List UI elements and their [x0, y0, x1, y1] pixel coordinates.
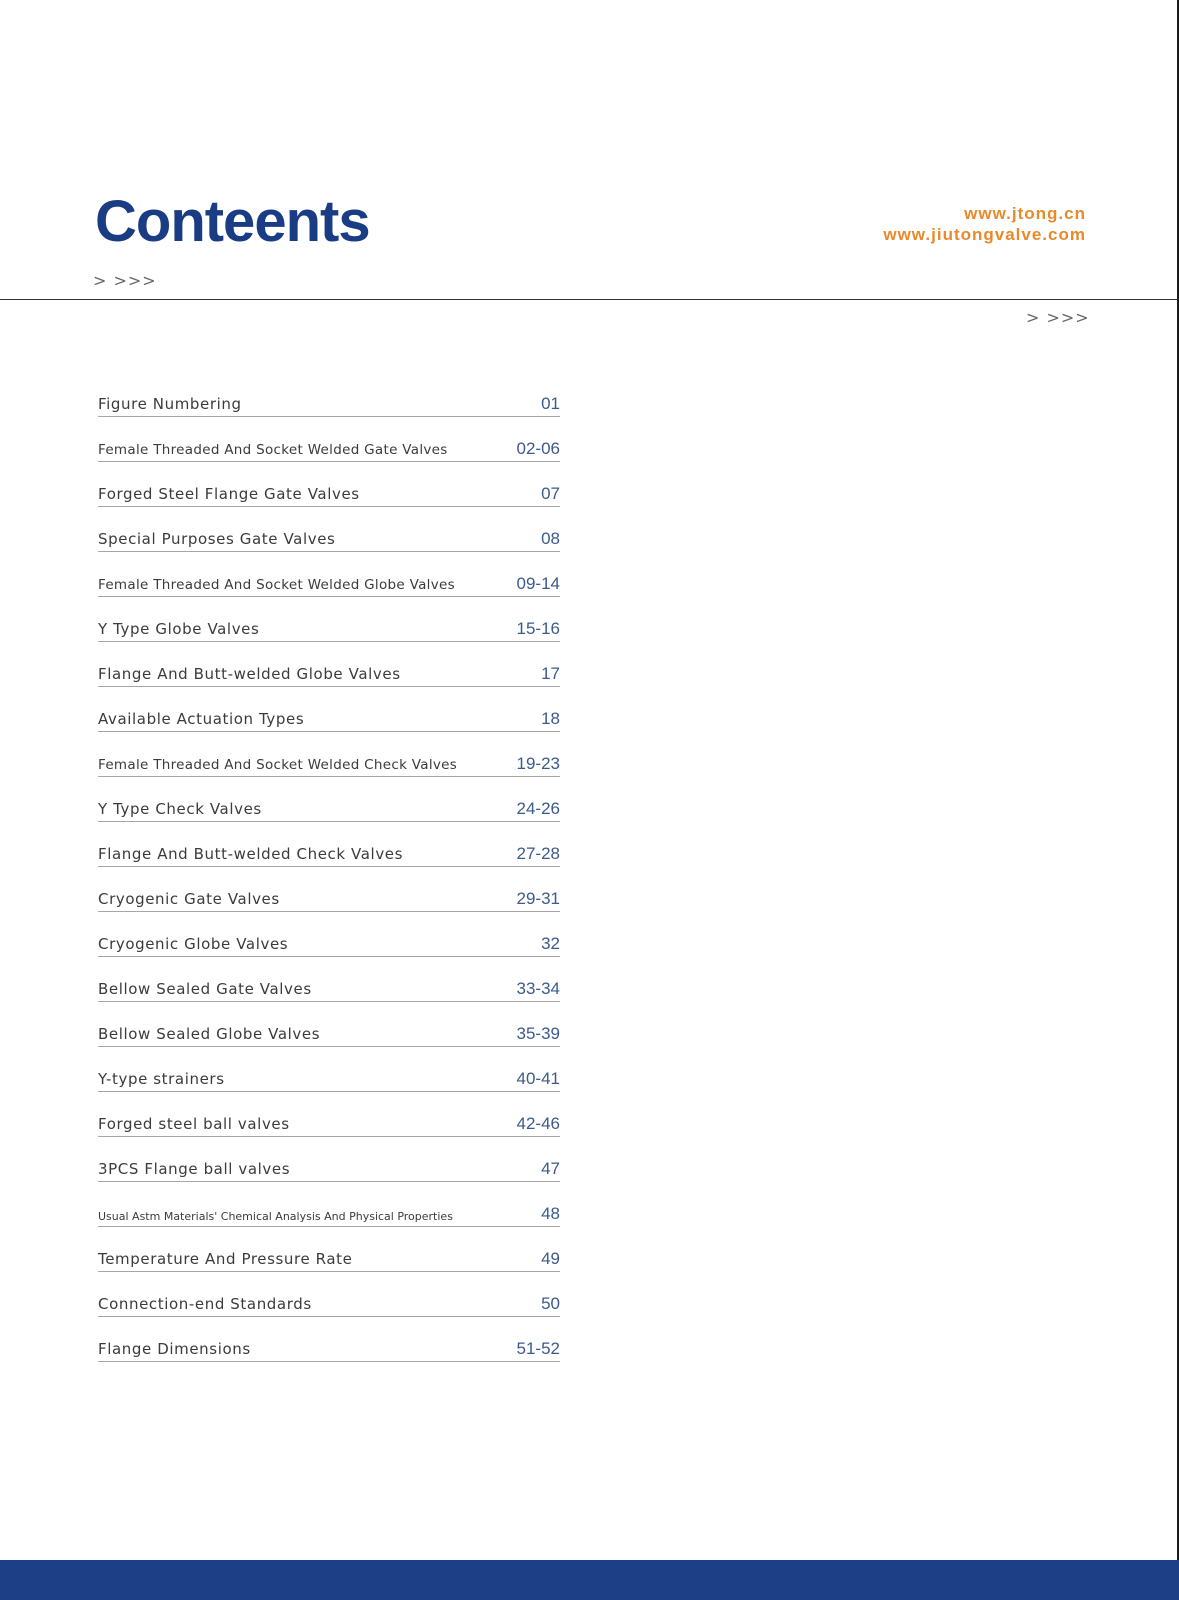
toc-row-page: 08 — [541, 529, 560, 548]
toc-row-title: Flange Dimensions — [98, 1340, 251, 1358]
toc-row-3pcs-flange-ball-valves[interactable] — [98, 1137, 560, 1182]
toc-row-cryogenic-gate-valves[interactable] — [98, 867, 560, 912]
toc-row-page: 02-06 — [516, 439, 560, 458]
toc-row-title: Available Actuation Types — [98, 710, 305, 728]
table-of-contents — [98, 372, 560, 1362]
chevrons-decoration-icon: > >>> — [93, 271, 157, 290]
toc-row-page: 42-46 — [516, 1114, 560, 1133]
toc-row-title: Bellow Sealed Globe Valves — [98, 1025, 321, 1043]
toc-row-bellow-sealed-gate-valves[interactable] — [98, 957, 560, 1002]
toc-row-title: Figure Numbering — [98, 395, 242, 413]
toc-row-figure-numbering[interactable] — [98, 372, 560, 417]
toc-row-page: 35-39 — [516, 1024, 560, 1043]
toc-row-page: 24-26 — [516, 799, 560, 818]
toc-row-page: 50 — [541, 1294, 560, 1313]
toc-row-connection-end-standards[interactable] — [98, 1272, 560, 1317]
toc-row-title: Y-type strainers — [98, 1070, 225, 1088]
footer-bar — [0, 1560, 1179, 1600]
toc-row-title: Usual Astm Materials' Chemical Analysis And Physical Properties — [98, 1210, 453, 1223]
toc-row-forged-steel-ball-valves[interactable] — [98, 1092, 560, 1137]
toc-row-page: 33-34 — [516, 979, 560, 998]
toc-row-page: 09-14 — [516, 574, 560, 593]
toc-row-page: 07 — [541, 484, 560, 503]
toc-row-title: Female Threaded And Socket Welded Check Valves — [98, 757, 458, 773]
toc-row-y-type-strainers[interactable] — [98, 1047, 560, 1092]
website-links — [883, 203, 1086, 245]
toc-row-page: 01 — [541, 394, 560, 413]
toc-row-bellow-sealed-globe-valves[interactable] — [98, 1002, 560, 1047]
toc-row-title: Bellow Sealed Gate Valves — [98, 980, 312, 998]
toc-row-page: 49 — [541, 1249, 560, 1268]
toc-row-female-threaded-globe-valves[interactable] — [98, 552, 560, 597]
page-title: Conteents — [95, 189, 370, 254]
website-link-2[interactable]: www.jiutongvalve.com — [883, 225, 1086, 244]
toc-row-title: 3PCS Flange ball valves — [98, 1160, 291, 1178]
toc-row-page: 18 — [541, 709, 560, 728]
toc-row-title: Y Type Globe Valves — [98, 620, 260, 638]
toc-row-page: 40-41 — [516, 1069, 560, 1088]
toc-row-cryogenic-globe-valves[interactable] — [98, 912, 560, 957]
toc-row-flange-butt-welded-check-valves[interactable] — [98, 822, 560, 867]
toc-row-title: Female Threaded And Socket Welded Gate Valves — [98, 442, 448, 458]
toc-row-page: 48 — [541, 1204, 560, 1223]
toc-row-page: 51-52 — [516, 1339, 560, 1358]
toc-row-page: 32 — [541, 934, 560, 953]
toc-row-title: Female Threaded And Socket Welded Globe Valves — [98, 577, 455, 593]
toc-row-title: Forged steel ball valves — [98, 1115, 290, 1133]
toc-row-astm-materials[interactable] — [98, 1182, 560, 1227]
header-divider — [0, 299, 1178, 300]
toc-row-female-threaded-check-valves[interactable] — [98, 732, 560, 777]
toc-row-title: Flange And Butt-welded Globe Valves — [98, 665, 401, 683]
toc-row-title: Forged Steel Flange Gate Valves — [98, 485, 360, 503]
toc-row-title: Cryogenic Gate Valves — [98, 890, 280, 908]
toc-row-title: Y Type Check Valves — [98, 800, 262, 818]
toc-row-y-type-globe-valves[interactable] — [98, 597, 560, 642]
toc-row-page: 27-28 — [516, 844, 560, 863]
toc-row-page: 15-16 — [516, 619, 560, 638]
toc-row-page: 47 — [541, 1159, 560, 1178]
toc-row-page: 17 — [541, 664, 560, 683]
toc-row-female-threaded-gate-valves[interactable] — [98, 417, 560, 462]
toc-row-y-type-check-valves[interactable] — [98, 777, 560, 822]
chevrons-decoration-icon: > >>> — [1026, 308, 1090, 327]
toc-row-page: 19-23 — [516, 754, 560, 773]
toc-row-flange-butt-welded-globe-valves[interactable] — [98, 642, 560, 687]
website-link-1[interactable]: www.jtong.cn — [964, 204, 1086, 223]
toc-row-title: Temperature And Pressure Rate — [98, 1250, 353, 1268]
toc-row-title: Flange And Butt-welded Check Valves — [98, 845, 404, 863]
toc-row-title: Connection-end Standards — [98, 1295, 312, 1313]
toc-row-temperature-pressure-rate[interactable] — [98, 1227, 560, 1272]
toc-row-page: 29-31 — [516, 889, 560, 908]
toc-row-title: Special Purposes Gate Valves — [98, 530, 336, 548]
toc-row-flange-dimensions[interactable] — [98, 1317, 560, 1362]
toc-row-title: Cryogenic Globe Valves — [98, 935, 289, 953]
toc-row-available-actuation-types[interactable] — [98, 687, 560, 732]
toc-row-special-purposes-gate-valves[interactable] — [98, 507, 560, 552]
toc-row-forged-steel-flange-gate-valves[interactable] — [98, 462, 560, 507]
